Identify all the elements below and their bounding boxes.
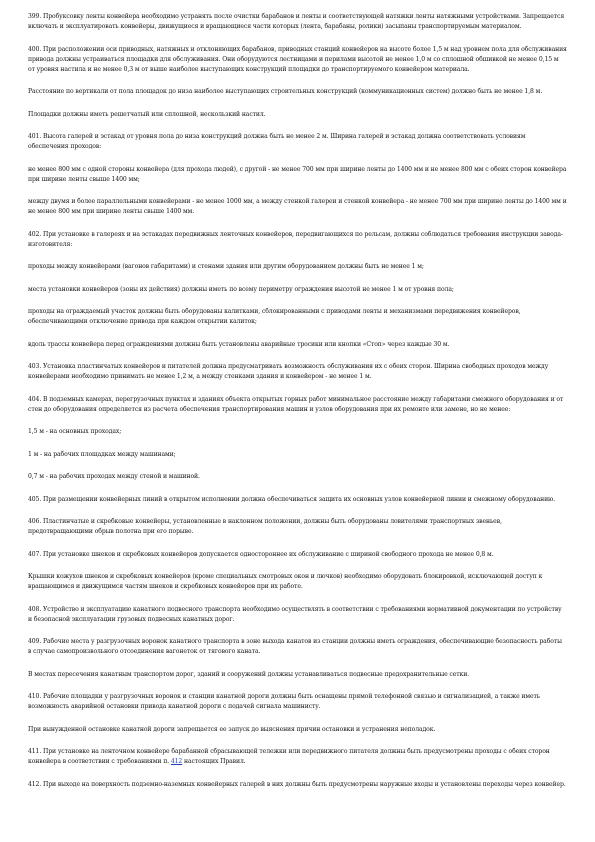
paragraph [28, 692, 567, 712]
paragraph [28, 165, 567, 185]
paragraph [28, 12, 567, 32]
paragraph [28, 450, 567, 460]
paragraph [28, 110, 567, 120]
paragraph-text: Расстояние по вертикали от пола площадок до низа наиболее выступающих строительных конструкций (коммуникационных систем) должно быть не менее 1,8 м. [28, 88, 543, 95]
paragraph [28, 572, 567, 592]
paragraph [28, 725, 567, 735]
paragraph [28, 340, 567, 350]
paragraph [28, 605, 567, 625]
paragraph-text: 411. При установке на ленточном конвейере барабанной сбрасывающей тележки или передвижного питателя должны быть предусмотрены проходы с обеих сторон конвейера в соответствии с требованиями п. [28, 748, 550, 765]
paragraph-text: 403. Установка пластинчатых конвейеров и питателей должна предусматривать возможность обслуживания их с обеих сторон. Ширина свободных проходов между конвейерами необходимо принимать не менее 1,2 м, а между стенками здания и конвейером - не менее 1 м. [28, 363, 549, 380]
paragraph-text: не менее 800 мм с одной стороны конвейера (для прохода людей), с другой - не менее 700 мм при ширине ленты до 1400 мм и не менее 800 мм с обеих сторон конвейера при ширине ленты свыше 1400 мм; [28, 165, 567, 183]
paragraph-text: 410. Рабочие площадки у разгрузочных воронок и станции канатной дороги должны быть оснащены прямой телефонной связью и сигнализацией, а также иметь возможность аварийной остановки привода канатной дороги с подачей сигнала машинисту. [28, 693, 541, 710]
paragraph-text: 409. Рабочие места у разгрузочных воронок канатного транспорта в зоне выхода канатов из станции должны иметь ограждения, обеспечивающие безопасность работы в случае самопроизвольного отсоединения вагонеток от тягового каната. [28, 638, 562, 655]
paragraph-text: 404. В подземных камерах, перегрузочных пунктах и зданиях объекта открытых горных работ минимальное расстояние между габаритами смежного оборудования и от стен до оборудования определяется из расчета обеспечения транспортирования машин и узлов оборудования при их ремонте или замене, но не менее: [28, 395, 564, 413]
paragraph [28, 45, 567, 75]
paragraph-text: Крышки кожухов шнеков и скребковых конвейеров (кроме специальных смотровых окон и лючков) необходимо оборудовать блокировкой, исключающей доступ к вращающимся и движущимся частям шнеков и скребковых конвейеров при их работе. [28, 573, 543, 590]
paragraph [28, 550, 567, 560]
paragraph [28, 132, 567, 152]
paragraph-text: 399. Пробуксовку ленты конвейера необходимо устранять после очистки барабанов и ленты и соответствующей натяжки ленты натяжными устройствами. Запрещается включать и эксплуатировать конвейеры, движущиеся и вращающиеся части которых (лента, барабаны, ролики) засыпаны транспортируемым материалом. [28, 13, 565, 30]
paragraph-text: 405. При размещении конвейерных линий в открытом исполнении должна обеспечиваться защита их основных узлов конвейерной линии и смежному оборудованию. [28, 495, 556, 503]
paragraph [28, 307, 567, 327]
paragraph-text: проходы на ограждаемый участок должны быть оборудованы калитками, сблокированными с приводами ленты и механизмами передвижения конвейеров, обеспечивающими отключение привода при каждом открытии калиток; [28, 308, 521, 325]
paragraph-text: 1 м - на рабочих площадках между машинами; [28, 450, 176, 458]
paragraph [28, 780, 567, 790]
paragraph [28, 427, 567, 437]
paragraph [28, 495, 567, 505]
paragraph [28, 472, 567, 482]
paragraph-text: В местах пересечения канатным транспортом дорог, зданий и сооружений должны устанавливаться подвесные предохранительные сетки. [28, 670, 470, 678]
paragraph [28, 230, 567, 250]
paragraph-text-tail: настоящих Правил. [182, 758, 246, 765]
paragraph-text: 407. При установке шнеков и скребковых конвейеров допускается одностороннее их обслуживание с шириной свободного прохода не менее 0,8 м. [28, 550, 494, 558]
paragraph-text: 1,5 м - на основных проходах; [28, 428, 122, 435]
paragraph-text: вдоль трассы конвейера перед ограждениями должны быть установлены аварийные тросики или кнопки «Стоп» через каждые 30 м. [28, 340, 450, 348]
paragraph [28, 197, 567, 217]
paragraph [28, 262, 567, 272]
paragraph [28, 285, 567, 295]
paragraph-text: места установки конвейеров (зоны их действия) должны иметь по всему периметру ограждения высотой не менее 1 м от уровня пола; [28, 285, 454, 293]
paragraph-text: 402. При установке в галереях и на эстакадах передвижных ленточных конвейеров, передвигающихся по рельсам, должны соблюдаться требования инструкции завода-изготовителя: [28, 230, 563, 248]
paragraph [28, 517, 567, 537]
paragraph [28, 747, 567, 767]
paragraph-text: 406. Пластинчатые и скребковые конвейеры, установленные в наклонном положении, должны быть оборудованы ловителями транспортных звеньев, предотвращающими обрыв полотна при его порыве. [28, 518, 502, 535]
cross-reference-link[interactable]: 412 [170, 758, 183, 765]
paragraph-text: 412. При выходе на поверхность подземно-наземных конвейерных галерей в них должны быть предусмотрены наружные входы и установлены переходы через конвейер. [28, 780, 566, 788]
paragraph-text: проходы между конвейерами (вагонов габаритами) и стенами здания или другим оборудованием должны быть не менее 1 м; [28, 263, 424, 270]
paragraph [28, 87, 567, 97]
paragraph-text: 0,7 м - на рабочих проходах между стеной и машиной. [28, 473, 200, 480]
paragraph [28, 395, 567, 415]
paragraph-text: 408. Устройство и эксплуатацию канатного подвесного транспорта необходимо осуществлять в соответствии с требованиями нормативной документации по устройству и безопасной эксплуатации грузовых подвесных канатных дорог. [28, 605, 562, 623]
paragraph [28, 362, 567, 382]
paragraph-text: Площадки должны иметь решетчатый или сплошной, нескользкий настил. [28, 110, 266, 118]
paragraph [28, 637, 567, 657]
paragraph-text: между двумя и более параллельными конвейерами - не менее 1000 мм, а между стенкой галереи и стенкой конвейера - не менее 700 мм при ширине ленты до 1400 мм и не менее 800 мм при ширине ленты свыше 1400 мм. [28, 198, 567, 215]
paragraph [28, 670, 567, 680]
paragraph-text: 400. При расположении оси приводных, натяжных и отклоняющих барабанов, приводных станций конвейеров на высоте более 1,5 м над уровнем пола для обслуживания привода должны устраиваться площадки для обслуживания. Они оборудуются лестницами и перилами высотой не менее 1,0 м со сплошной обшивкой не менее 0,15 м от уровня настила и не менее 0,3 м от выше наиболее выступающих конструкций площадки до транспортируемого конвейером материала. [28, 45, 567, 73]
paragraph-text: 401. Высота галерей и эстакад от уровня пола до низа конструкций должна быть не менее 2 м. Ширина галерей и эстакад должна соответствовать условиям обеспечения проходов: [28, 133, 526, 150]
paragraph-text: При вынужденной остановке канатной дороги запрещается ее запуск до выяснения причин остановки и устранения неполадок. [28, 725, 436, 733]
